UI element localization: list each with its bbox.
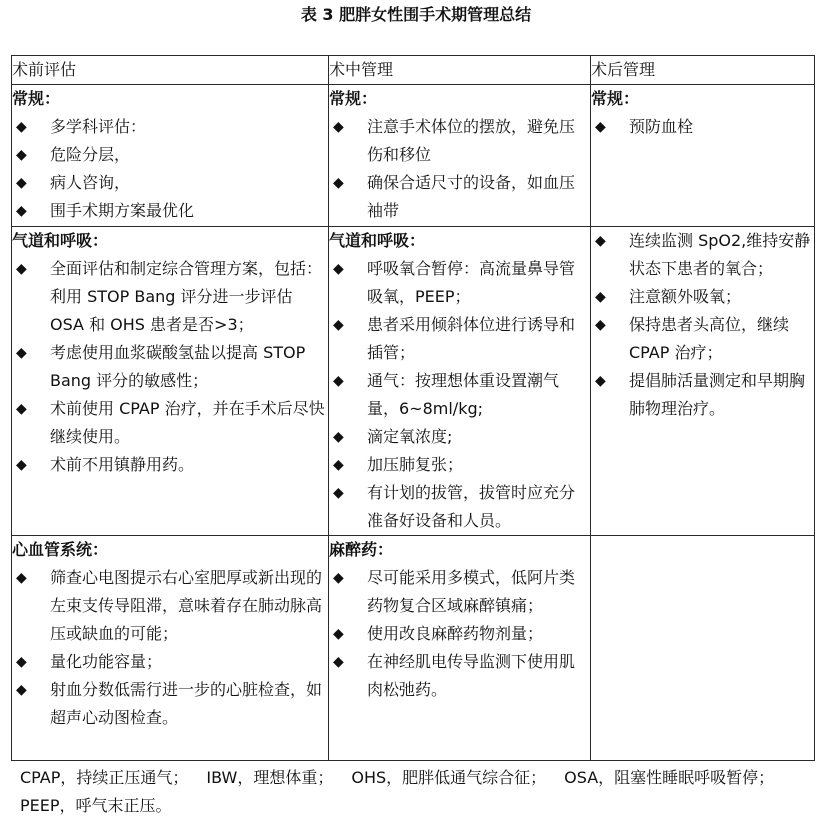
section-title: 气道和呼吸： (12, 231, 109, 250)
list-item-text: 连续监测 SpO2,维持安静状态下患者的氧合； (629, 231, 811, 278)
list-item (12, 451, 328, 479)
diamond-bullet-icon: ◆ (16, 261, 27, 277)
table-cell (591, 536, 815, 761)
footnote-ibw: IBW，理想体重； (206, 768, 334, 787)
diamond-bullet-icon: ◆ (333, 654, 344, 670)
diamond-bullet-icon: ◆ (16, 682, 27, 698)
diamond-bullet-icon: ◆ (333, 570, 344, 586)
list-item (12, 339, 328, 395)
list-item-text: 加压肺复张； (367, 455, 464, 474)
table-cell (329, 85, 591, 227)
table-cell (12, 536, 329, 761)
diamond-bullet-icon: ◆ (333, 261, 344, 277)
diamond-bullet-icon: ◆ (16, 119, 27, 135)
list-item-text: 使用改良麻醉药物剂量； (367, 624, 544, 643)
table-cell (591, 227, 815, 536)
footnote-cpap: CPAP，持续正压通气； (20, 768, 189, 787)
list-item-text: 多学科评估： (50, 117, 147, 136)
list-item-text: 有计划的拔管，拔管时应充分准备好设备和人员。 (367, 483, 576, 530)
list-item-text: 滴定氧浓度; (367, 427, 453, 446)
list-item (591, 227, 814, 283)
diamond-bullet-icon: ◆ (595, 233, 606, 249)
list-item (12, 141, 328, 169)
diamond-bullet-icon: ◆ (595, 317, 606, 333)
list-item (591, 311, 814, 367)
diamond-bullet-icon: ◆ (595, 119, 606, 135)
table-cell (12, 227, 329, 536)
list-item-text: 围手术期方案最优化 (50, 201, 195, 220)
diamond-bullet-icon: ◆ (333, 485, 344, 501)
section-title: 常规： (329, 89, 378, 108)
list-item (12, 676, 328, 732)
diamond-bullet-icon: ◆ (333, 373, 344, 389)
list-item-text: 考虑使用血浆碳酸氢盐以提高 STOP Bang 评分的敏感性； (50, 343, 306, 390)
table-cell (329, 227, 591, 536)
diamond-bullet-icon: ◆ (16, 175, 27, 191)
list-item (329, 311, 590, 367)
list-item (329, 423, 590, 451)
list-item (12, 395, 328, 451)
list-item (329, 648, 590, 704)
list-item-text: 注意额外吸氧； (629, 287, 742, 306)
list-item-text: 确保合适尺寸的设备，如血压袖带 (367, 173, 576, 220)
list-item (329, 620, 590, 648)
diamond-bullet-icon: ◆ (595, 373, 606, 389)
diamond-bullet-icon: ◆ (16, 147, 27, 163)
list-item-text: 危险分层， (50, 145, 131, 164)
list-item (12, 169, 328, 197)
list-item-text: 术前使用 CPAP 治疗，并在手术后尽快继续使用。 (50, 399, 325, 446)
diamond-bullet-icon: ◆ (16, 654, 27, 670)
footnote-osa: OSA，阻塞性睡眠呼吸暂停； (564, 768, 775, 787)
column-header-preoperative: 术前评估 (12, 56, 329, 85)
table-cell (12, 85, 329, 227)
list-item-text: 通气：按理想体重设置潮气量，6~8ml/kg; (367, 371, 560, 418)
diamond-bullet-icon: ◆ (16, 570, 27, 586)
list-item-text: 保持患者头高位，继续 CPAP 治疗； (629, 315, 790, 362)
list-item (591, 113, 814, 141)
footnote-peep: PEEP，呼气末正压。 (20, 796, 172, 815)
list-item (591, 283, 814, 311)
diamond-bullet-icon: ◆ (16, 203, 27, 219)
list-item (12, 648, 328, 676)
list-item-text: 术前不用镇静用药。 (50, 455, 195, 474)
column-header-postoperative: 术后管理 (591, 56, 815, 85)
diamond-bullet-icon: ◆ (16, 345, 27, 361)
section-title: 气道和呼吸： (329, 231, 426, 250)
list-item-text: 在神经肌电传导监测下使用肌肉松弛药。 (367, 652, 576, 699)
list-item-text: 预防血栓 (629, 117, 694, 136)
summary-table (11, 55, 815, 761)
table-cell (591, 85, 815, 227)
list-item (591, 367, 814, 423)
column-header-intraoperative: 术中管理 (329, 56, 591, 85)
section-title: 麻醉药： (329, 540, 394, 559)
list-item-text: 量化功能容量； (50, 652, 163, 671)
table-title: 表 3 肥胖女性围手术期管理总结 (300, 5, 532, 24)
table-cell (329, 536, 591, 761)
diamond-bullet-icon: ◆ (333, 317, 344, 333)
list-item-text: 病人咨询， (50, 173, 131, 192)
list-item (329, 479, 590, 535)
list-item (329, 113, 590, 169)
section-title: 常规： (591, 89, 640, 108)
list-item (329, 169, 590, 225)
list-item (329, 255, 590, 311)
list-item (329, 367, 590, 423)
diamond-bullet-icon: ◆ (333, 429, 344, 445)
footnote-ohs: OHS，肥胖低通气综合征； (351, 768, 547, 787)
diamond-bullet-icon: ◆ (595, 289, 606, 305)
diamond-bullet-icon: ◆ (333, 119, 344, 135)
section-title: 常规： (12, 89, 61, 108)
diamond-bullet-icon: ◆ (16, 401, 27, 417)
list-item-text: 筛查心电图提示右心室肥厚或新出现的左束支传导阻滞，意味着存在肺动脉高压或缺血的可能； (50, 568, 323, 643)
footnote (20, 764, 810, 820)
list-item (12, 197, 328, 225)
list-item-text: 呼吸氧合暂停：高流量鼻导管吸氧，PEEP； (367, 259, 576, 306)
list-item (12, 255, 328, 339)
diamond-bullet-icon: ◆ (333, 457, 344, 473)
list-item (329, 451, 590, 479)
list-item-text: 全面评估和制定综合管理方案，包括：利用 STOP Bang 评分进一步评估 OSA 和 OHS 患者是否>3； (50, 259, 323, 334)
list-item (12, 564, 328, 648)
list-item (329, 564, 590, 620)
section-title: 心血管系统： (12, 540, 109, 559)
list-item-text: 尽可能采用多模式，低阿片类药物复合区域麻醉镇痛； (367, 568, 576, 615)
list-item (12, 113, 328, 141)
diamond-bullet-icon: ◆ (16, 457, 27, 473)
list-item-text: 注意手术体位的摆放，避免压伤和移位 (367, 117, 576, 164)
list-item-text: 提倡肺活量测定和早期胸肺物理治疗。 (629, 371, 806, 418)
list-item-text: 患者采用倾斜体位进行诱导和插管； (367, 315, 576, 362)
list-item-text: 射血分数低需行进一步的心脏检查，如超声心动图检查。 (50, 680, 323, 727)
diamond-bullet-icon: ◆ (333, 626, 344, 642)
diamond-bullet-icon: ◆ (333, 175, 344, 191)
